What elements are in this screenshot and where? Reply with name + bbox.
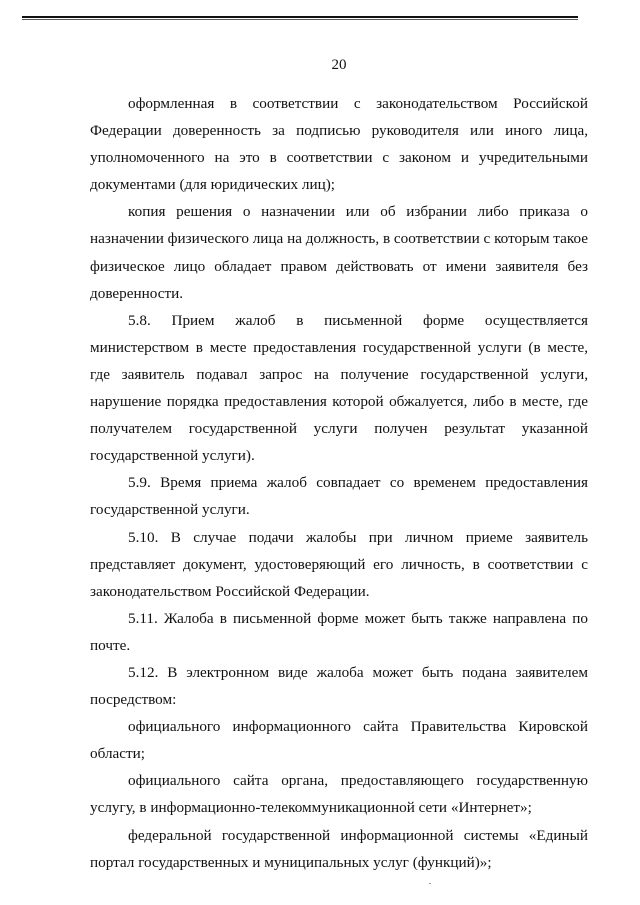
paragraph-5-8: 5.8. Прием жалоб в письменной форме осуществляется министерством в месте предоставления государственной услуги (в месте, где заявитель подавал запрос на получение государственной услуги, нарушение порядка предоставления которой обжалуется, либо в месте, где получателем государственной услуги получен результат указанной государственной услуги).: [90, 311, 588, 465]
paragraph-5-10: 5.10. В случае подачи жалобы при личном приеме заявитель представляет документ, удостоверяющий его личность, в соответствии с законодательством Российской Федерации.: [90, 528, 588, 600]
paragraph-power-of-attorney-legal-entities: оформленная в соответствии с законодательством Российской Федерации доверенность за подписью руководителя или иного лица, уполномоченного на это в соответствии с законом и учредительными документами (для юридических лиц);: [90, 95, 588, 194]
list-item-agency-site: официального сайта органа, предоставляющего государственную услугу, в информационно-телекоммуникационной сети «Интернет»;: [90, 772, 588, 817]
paragraph-5-9: 5.9. Время приема жалоб совпадает со временем предоставления государственной услуги.: [90, 474, 588, 519]
document-body: [90, 90, 588, 876]
paragraph-5-12: 5.12. В электронном виде жалоба может быть подана заявителем посредством:: [90, 663, 588, 709]
paragraph-appointment-order-copy: копия решения о назначении или об избрании либо приказа о назначении физического лица на должность, в соответствии с которым такое физическое лицо обладает правом действовать от имени заявителя без доверенности.: [90, 203, 588, 302]
scan-speck: [429, 883, 431, 884]
page-number: 20: [331, 57, 347, 73]
list-item-regional-government-site: официального информационного сайта Правительства Кировской области;: [90, 718, 588, 763]
list-item-federal-portal: федеральной государственной информационной системы «Единый портал государственных и муниципальных услуг (функций)»;: [90, 826, 588, 871]
header-rule: [22, 16, 578, 18]
paragraph-5-11: 5.11. Жалоба в письменной форме может быть также направлена по почте.: [90, 609, 588, 654]
